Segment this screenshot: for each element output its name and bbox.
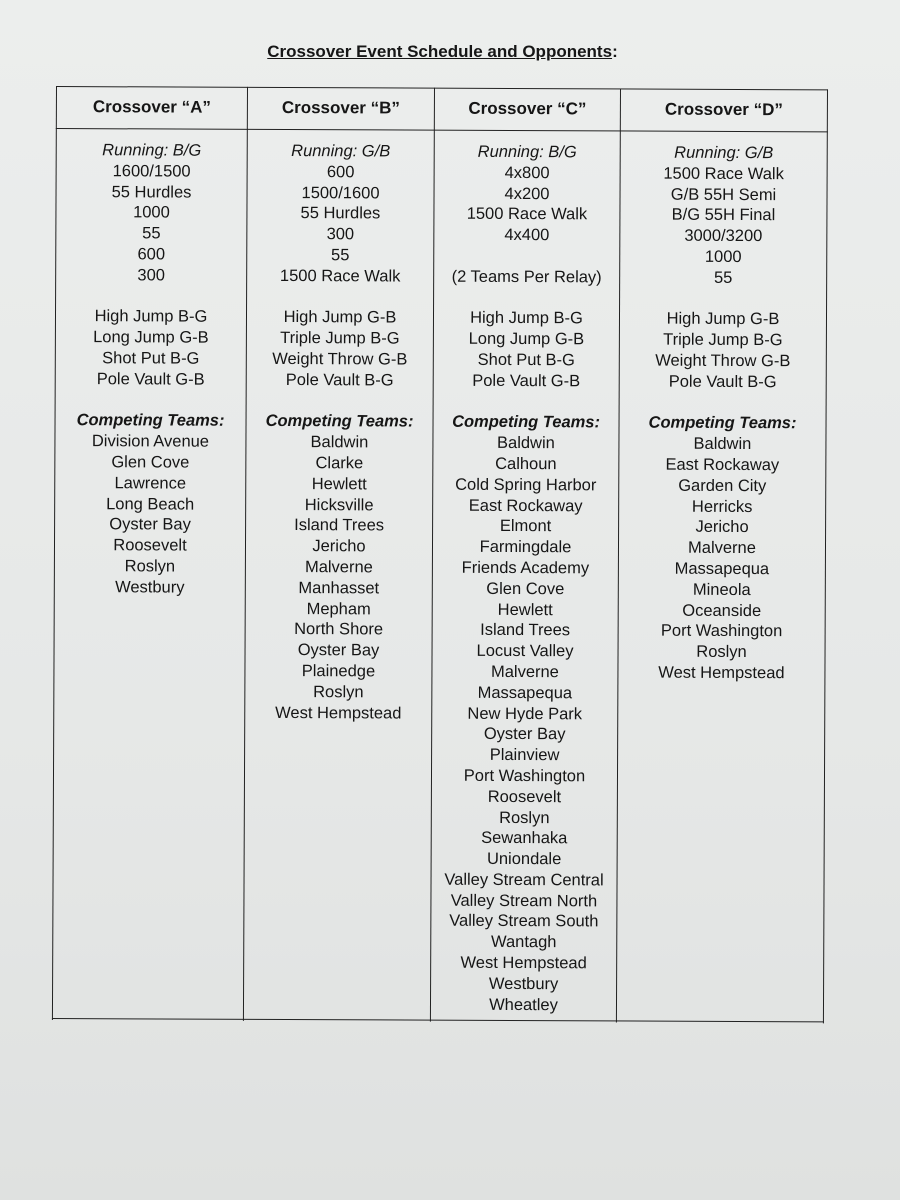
running-event: (2 Teams Per Relay) bbox=[451, 267, 602, 287]
team-name: Baldwin bbox=[310, 433, 369, 452]
competing-teams-label: Competing Teams: bbox=[76, 411, 225, 431]
running-event: 1500/1600 bbox=[301, 183, 380, 203]
team-name: Long Beach bbox=[106, 494, 195, 514]
team-name: Glen Cove bbox=[111, 453, 190, 472]
team-name: Friends Academy bbox=[461, 558, 590, 578]
running-event: 600 bbox=[137, 245, 166, 264]
spacer bbox=[434, 287, 619, 309]
field-event: Pole Vault G-B bbox=[96, 369, 205, 389]
team-name: Division Avenue bbox=[91, 432, 210, 451]
team-name: West Hempstead bbox=[460, 953, 587, 973]
team-name: Locust Valley bbox=[476, 641, 574, 661]
team-name: Westbury bbox=[488, 974, 559, 994]
field-event: Long Jump G-B bbox=[468, 329, 585, 349]
field-event: Weight Throw G-B bbox=[655, 351, 791, 371]
spacer bbox=[56, 286, 246, 308]
running-label: Running: B/G bbox=[102, 141, 202, 160]
team-name: Port Washington bbox=[463, 766, 586, 786]
running-event: 4x200 bbox=[504, 184, 550, 203]
team-name: Calhoun bbox=[495, 454, 557, 474]
team-name: Lawrence bbox=[114, 474, 187, 493]
team-name: Oceanside bbox=[682, 601, 762, 620]
crossover-d-column bbox=[617, 88, 828, 1023]
field-event: Shot Put B-G bbox=[102, 349, 200, 368]
team-name: Jericho bbox=[312, 537, 366, 556]
competing-teams-label: Competing Teams: bbox=[648, 413, 797, 433]
running-event: 55 bbox=[713, 268, 733, 287]
running-label: Running: B/G bbox=[477, 142, 577, 162]
field-event: High Jump B-G bbox=[94, 307, 208, 327]
team-name: Malverne bbox=[304, 558, 373, 577]
running-event: 1500 Race Walk bbox=[279, 266, 401, 286]
crossover-a-column bbox=[52, 86, 248, 1021]
team-name: Valley Stream South bbox=[449, 912, 599, 931]
field-event: High Jump B-G bbox=[470, 309, 583, 328]
team-name: Plainview bbox=[489, 746, 560, 765]
field-event: Pole Vault B-G bbox=[668, 372, 777, 391]
spacer bbox=[620, 392, 826, 414]
team-name: Baldwin bbox=[497, 434, 555, 453]
column-body bbox=[55, 140, 247, 598]
crossover-c-column bbox=[431, 88, 621, 1023]
team-name: Island Trees bbox=[294, 516, 385, 535]
team-name: Roosevelt bbox=[113, 536, 187, 555]
running-event: B/G 55H Final bbox=[671, 206, 776, 225]
team-name: Valley Stream North bbox=[450, 891, 598, 911]
team-name: West Hempstead bbox=[658, 663, 785, 683]
team-name: North Shore bbox=[294, 620, 384, 639]
team-name: Hewlett bbox=[311, 474, 367, 494]
team-name: Roslyn bbox=[124, 557, 176, 576]
column-header: Crossover “B” bbox=[281, 97, 400, 118]
team-name: East Rockaway bbox=[665, 455, 780, 475]
column-header: Crossover “C” bbox=[468, 98, 587, 119]
field-event: Triple Jump B-G bbox=[280, 329, 400, 348]
document-title-colon: : bbox=[612, 42, 618, 61]
running-event: 1600/1500 bbox=[112, 162, 191, 181]
column-body bbox=[431, 142, 620, 1016]
running-event: 300 bbox=[326, 225, 355, 244]
team-name: Roosevelt bbox=[487, 787, 562, 806]
team-name: Garden City bbox=[678, 476, 767, 495]
spacer bbox=[247, 286, 433, 308]
running-event: 3000/3200 bbox=[684, 226, 763, 246]
team-name: Uniondale bbox=[486, 849, 562, 869]
spacer bbox=[56, 390, 246, 412]
competing-teams-label: Competing Teams: bbox=[452, 413, 601, 432]
field-event: Weight Throw G-B bbox=[272, 349, 408, 369]
team-name: Westbury bbox=[115, 577, 185, 597]
team-name: Mineola bbox=[692, 580, 751, 599]
field-event: Pole Vault G-B bbox=[472, 371, 581, 391]
running-event: 1000 bbox=[133, 203, 170, 222]
running-label: Running: G/B bbox=[674, 143, 774, 163]
running-event: 1000 bbox=[704, 247, 742, 266]
team-name: Massapequa bbox=[674, 559, 770, 579]
field-event: Shot Put B-G bbox=[477, 350, 575, 370]
running-event bbox=[434, 246, 619, 268]
team-name: Herricks bbox=[691, 497, 753, 516]
competing-teams-label: Competing Teams: bbox=[265, 412, 414, 431]
team-name: Mepham bbox=[306, 599, 371, 618]
team-name: Clarke bbox=[315, 454, 364, 473]
team-name: Malverne bbox=[688, 538, 756, 558]
team-name: Farmingdale bbox=[479, 537, 572, 557]
team-name: Manhasset bbox=[298, 578, 380, 598]
team-name: Massapequa bbox=[477, 683, 573, 702]
team-name: Roslyn bbox=[313, 682, 364, 702]
running-event: 300 bbox=[137, 266, 165, 285]
team-name: Plainedge bbox=[301, 661, 376, 681]
team-name: Oyster Bay bbox=[297, 641, 380, 660]
column-header: Crossover “D” bbox=[664, 99, 783, 120]
field-event: Triple Jump B-G bbox=[663, 330, 783, 350]
team-name: Jericho bbox=[695, 518, 749, 537]
running-event: 4x400 bbox=[504, 226, 550, 245]
field-event: Pole Vault B-G bbox=[285, 370, 394, 390]
running-event: 600 bbox=[326, 162, 355, 182]
team-name: Glen Cove bbox=[486, 579, 565, 598]
team-name: Wantagh bbox=[491, 933, 557, 952]
running-event: G/B 55H Semi bbox=[670, 185, 777, 204]
column-header: Crossover “A” bbox=[92, 97, 211, 117]
spacer bbox=[434, 391, 619, 413]
team-name: Oyster Bay bbox=[109, 515, 191, 534]
team-name: Port Washington bbox=[660, 621, 783, 641]
running-event: 1500 Race Walk bbox=[663, 164, 784, 183]
team-name: Hewlett bbox=[497, 600, 553, 619]
running-event: 1500 Race Walk bbox=[466, 205, 588, 224]
team-name: Valley Stream Central bbox=[444, 870, 604, 890]
running-label: Running: G/B bbox=[291, 142, 391, 161]
team-name: Wheatley bbox=[489, 995, 558, 1014]
field-event: High Jump G-B bbox=[283, 308, 397, 327]
team-name: Hicksville bbox=[304, 495, 374, 514]
team-name: Elmont bbox=[499, 517, 552, 536]
team-name: Oyster Bay bbox=[483, 725, 566, 744]
column-body bbox=[618, 142, 826, 684]
schedule-table bbox=[52, 86, 828, 1023]
team-name: East Rockaway bbox=[468, 496, 583, 515]
team-name: Malverne bbox=[490, 662, 559, 682]
running-event: 55 Hurdles bbox=[300, 204, 381, 223]
crossover-b-column bbox=[244, 87, 435, 1022]
team-name: West Hempstead bbox=[275, 703, 402, 723]
field-event: Long Jump G-B bbox=[93, 328, 209, 347]
team-name: Roslyn bbox=[696, 642, 747, 662]
document-title-text: Crossover Event Schedule and Opponents bbox=[267, 42, 613, 61]
team-name: Sewanhaka bbox=[481, 829, 568, 848]
team-name: Cold Spring Harbor bbox=[455, 475, 597, 495]
team-name: New Hyde Park bbox=[467, 704, 583, 723]
field-event: High Jump G-B bbox=[666, 310, 780, 329]
spacer bbox=[247, 390, 433, 412]
document-title bbox=[0, 42, 885, 62]
team-name: Island Trees bbox=[480, 621, 571, 640]
team-name: Baldwin bbox=[693, 434, 752, 454]
team-name: Roslyn bbox=[499, 808, 550, 827]
column-body bbox=[245, 141, 434, 724]
running-event: 55 bbox=[142, 224, 161, 243]
running-event: 55 bbox=[331, 246, 350, 265]
running-event: 55 Hurdles bbox=[111, 182, 192, 202]
spacer bbox=[620, 288, 826, 310]
running-event: 4x800 bbox=[504, 163, 550, 182]
